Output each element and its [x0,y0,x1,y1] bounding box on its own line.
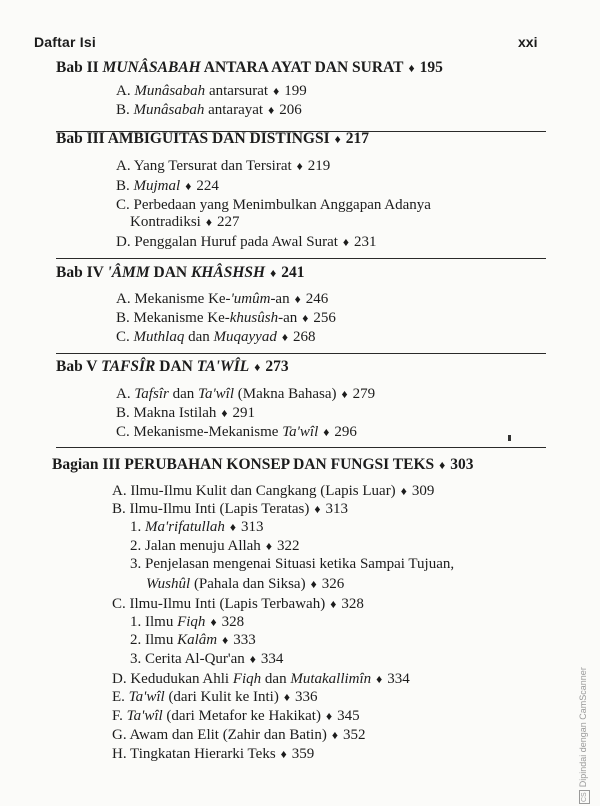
toc-entry [116,157,330,175]
entry-text: (dari Metafor ke Hakikat) [162,708,321,724]
scanner-watermark [578,667,590,804]
entry-page-number: 333 [233,632,256,648]
entry-page-number: 326 [321,576,345,592]
chapter-divider [56,447,546,448]
diamond-separator-icon: ♦ [222,633,229,647]
toc-entry [116,101,302,119]
chapter-heading [56,130,369,148]
entry-text: Kontradiksi [130,214,201,230]
diamond-separator-icon: ♦ [265,539,272,553]
entry-page-number: 313 [241,519,264,535]
margin-mark [508,435,511,441]
entry-page-number: 231 [354,234,377,250]
italic-term: Munâsabah [134,83,206,99]
entry-page-number: 246 [305,291,329,307]
entry-page-number: 195 [419,59,443,76]
toc-entry [116,404,255,422]
toc-entry [146,575,344,593]
toc-entry [116,309,336,327]
diamond-separator-icon: ♦ [302,311,309,325]
entry-text: Bab II [56,59,103,76]
diamond-separator-icon: ♦ [310,577,317,591]
diamond-separator-icon: ♦ [294,292,301,306]
diamond-separator-icon: ♦ [331,728,338,742]
italic-term: Muthlaq [133,329,185,345]
entry-page-number: 336 [294,689,318,705]
diamond-separator-icon: ♦ [205,215,212,229]
entry-text: G. Awam dan Elit (Zahir dan Batin) [112,727,327,743]
italic-term: Ta'wîl [282,424,319,440]
entry-text: 2. Jalan menuju Allah [130,538,261,554]
diamond-separator-icon: ♦ [296,159,303,173]
entry-text: 2. Ilmu [130,632,178,648]
italic-term: TAFSÎR [101,358,156,375]
toc-entry [130,613,244,631]
entry-page-number: 359 [291,746,315,762]
toc-entry [116,196,431,214]
italic-term: Ta'wîl [128,689,165,705]
entry-page-number: 334 [387,671,410,687]
toc-entry [116,423,357,441]
camscanner-icon: CS [581,792,588,802]
toc-entry [130,555,454,573]
diamond-separator-icon: ♦ [254,360,261,374]
entry-text: Bab V [56,358,102,375]
entry-text: DAN [155,358,197,375]
entry-text: D. Kedudukan Ahli [112,671,233,687]
entry-text: DAN [149,264,191,281]
diamond-separator-icon: ♦ [325,709,333,723]
italic-term: Tafsîr [134,386,169,402]
chapter-heading [56,358,289,376]
italic-term: 'umûm [230,291,271,307]
italic-term: 'ÂMM [107,264,150,281]
toc-entry [130,631,256,649]
diamond-separator-icon: ♦ [334,132,341,146]
entry-page-number: 279 [352,386,376,402]
entry-page-number: 219 [307,158,331,174]
toc-entry [112,688,317,706]
diamond-separator-icon: ♦ [185,179,192,193]
chapter-heading [56,264,304,282]
chapter-heading [52,456,474,474]
entry-text: Bagian III PERUBAHAN KONSEP DAN FUNGSI TEKS [52,456,435,473]
italic-term: Wushûl [146,576,191,592]
entry-text: E. [112,689,129,705]
entry-page-number: 303 [450,456,474,473]
toc-entry [116,177,219,195]
entry-page-number: 334 [260,651,284,667]
toc-entry [112,500,348,518]
running-header-title: Daftar Isi [34,34,96,50]
diamond-separator-icon: ♦ [330,597,337,611]
entry-page-number: 322 [276,538,300,554]
entry-page-number: 268 [292,329,316,345]
entry-text: C. [116,329,134,345]
diamond-separator-icon: ♦ [229,520,237,534]
toc-entry [116,385,375,403]
italic-term: Fiqh [177,614,206,630]
watermark-text: Dipindai dengan CamScanner [578,667,588,788]
diamond-separator-icon: ♦ [439,458,446,472]
entry-text: B. Ilmu-Ilmu Inti (Lapis Teratas) [112,501,310,517]
entry-page-number: 328 [341,596,364,612]
entry-text: dan [261,671,291,687]
diamond-separator-icon: ♦ [283,690,290,704]
italic-term: Munâsabah [133,102,205,118]
entry-page-number: 217 [345,130,370,147]
entry-page-number: 227 [216,214,240,230]
entry-text: (dari Kulit ke Inti) [164,689,279,705]
entry-text: dan [184,329,214,345]
entry-text: (Pahala dan Siksa) [190,576,306,592]
entry-page-number: 291 [232,405,256,421]
entry-text: Bab III AMBIGUITAS DAN DISTINGSI [56,130,330,147]
toc-entry [116,328,315,346]
entry-page-number: 345 [337,708,360,724]
entry-page-number: 256 [313,310,336,326]
entry-page-number: 224 [196,178,219,194]
toc-entry [112,726,365,744]
entry-text: dan [168,386,198,402]
diamond-separator-icon: ♦ [408,61,415,75]
entry-text: H. Tingkatan Hierarki Teks [112,746,276,762]
diamond-separator-icon: ♦ [323,425,330,439]
entry-text: 3. Cerita Al-Qur'an [130,651,245,667]
italic-term: Ta'wîl [198,386,235,402]
toc-entry [112,595,364,613]
entry-text: 1. Ilmu [130,614,178,630]
diamond-separator-icon: ♦ [268,103,275,117]
entry-text: A. [116,83,135,99]
italic-term: Mujmal [133,178,181,194]
toc-entry [130,213,239,231]
entry-text: A. Ilmu-Ilmu Kulit dan Cangkang (Lapis Luar) [112,483,396,499]
diamond-separator-icon: ♦ [273,84,280,98]
entry-page-number: 199 [284,83,307,99]
toc-entry [116,290,328,308]
entry-page-number: 273 [265,358,289,375]
entry-text: A. [116,386,135,402]
italic-term: TA'WÎL [196,358,250,375]
entry-text: 1. [130,519,145,535]
diamond-separator-icon: ♦ [270,266,277,280]
entry-text: antarsurat [205,83,269,99]
page-number: xxi [518,34,538,50]
chapter-divider [56,131,546,132]
entry-text: -an [270,291,290,307]
italic-term: Kalâm [177,632,218,648]
italic-term: Fiqh [232,671,262,687]
entry-text: C. Perbedaan yang Menimbulkan Anggapan Adanya [116,197,431,213]
entry-text: B. [116,102,134,118]
entry-page-number: 296 [334,424,357,440]
diamond-separator-icon: ♦ [342,235,350,249]
diamond-separator-icon: ♦ [221,406,228,420]
entry-text: B. Makna Istilah [116,405,217,421]
toc-entry [112,707,360,725]
entry-text: B. [116,178,134,194]
entry-page-number: 241 [281,264,305,281]
entry-text: B. Mekanisme Ke- [116,310,230,326]
entry-text: A. Yang Tersurat dan Tersirat [116,158,292,174]
toc-entry [112,745,314,763]
toc-entry [116,82,307,100]
italic-term: MUNÂSABAH [102,59,201,76]
italic-term: KHÂSHSH [190,264,266,281]
italic-term: Muqayyad [213,329,277,345]
entry-page-number: 328 [221,614,245,630]
italic-term: Ta'wîl [126,708,163,724]
entry-page-number: 313 [325,501,348,517]
entry-text: antarayat [204,102,264,118]
entry-text: A. Mekanisme Ke- [116,291,231,307]
diamond-separator-icon: ♦ [249,652,256,666]
diamond-separator-icon: ♦ [400,484,407,498]
diamond-separator-icon: ♦ [280,747,287,761]
entry-text: 3. Penjelasan mengenai Situasi ketika Sampai Tujuan, [130,556,455,572]
diamond-separator-icon: ♦ [341,387,348,401]
chapter-heading [56,59,443,77]
toc-entry [130,518,264,536]
entry-page-number: 309 [411,483,435,499]
toc-entry [112,482,434,500]
entry-text: C. Ilmu-Ilmu Inti (Lapis Terbawah) [112,596,326,612]
entry-text: -an [278,310,298,326]
diamond-separator-icon: ♦ [314,502,321,516]
italic-term: Mutakallimîn [290,671,372,687]
chapter-divider [56,353,546,354]
toc-entry [130,537,299,555]
chapter-divider [56,258,546,259]
diamond-separator-icon: ♦ [210,615,217,629]
entry-text: C. Mekanisme-Mekanisme [116,424,283,440]
entry-page-number: 206 [279,102,302,118]
diamond-separator-icon: ♦ [281,330,288,344]
entry-text: D. Penggalan Huruf pada Awal Surat [116,234,338,250]
entry-page-number: 352 [342,727,366,743]
italic-term: khusûsh [229,310,279,326]
entry-text: Bab IV [56,264,108,281]
diamond-separator-icon: ♦ [376,672,383,686]
toc-entry [116,233,377,251]
toc-entry [112,670,410,688]
toc-entry [130,650,283,668]
entry-text: (Makna Bahasa) [234,386,337,402]
entry-text: ANTARA AYAT DAN SURAT [200,59,404,76]
entry-text: F. [112,708,127,724]
italic-term: Ma'rifatullah [145,519,225,535]
